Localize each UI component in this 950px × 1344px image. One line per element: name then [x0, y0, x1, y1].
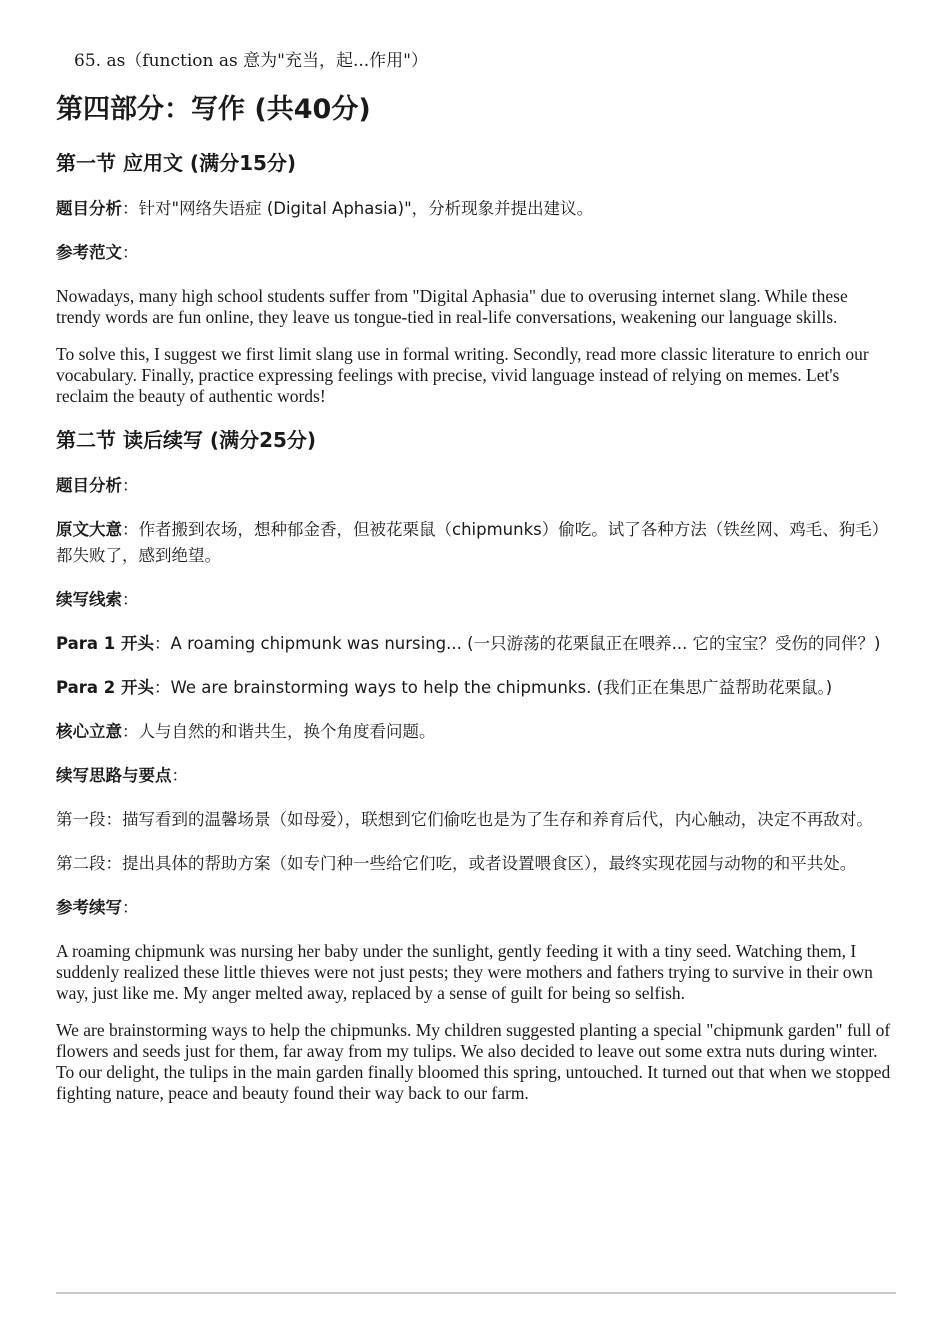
para1-text: ：A roaming chipmunk was nursing... (一只游荡的花栗鼠正在喂养... 它的宝宝？受伤的同伴？)	[154, 634, 881, 653]
analysis-colon: ：	[122, 476, 139, 495]
gist-label: 原文大意	[56, 520, 122, 539]
sample-paragraph-1: Nowadays, many high school students suffer from "Digital Aphasia" due to overusing internet slang. While these trendy words are fun online, they leave us tongue-tied in real-life conversations, weakening our language skills.	[56, 286, 848, 327]
document-page	[56, 48, 896, 1104]
reference-paragraph-1: A roaming chipmunk was nursing her baby under the sunlight, gently feeding it with a tiny seed. Watching them, I suddenly realized these little thieves were not just pests; they were mothers and fathers trying to survive in their own way, just like me. My anger melted away, replaced by a sense of guilt for being so selfish.	[56, 941, 873, 1003]
reference-colon: ：	[122, 898, 139, 917]
core-theme	[56, 719, 896, 745]
para1-label: Para 1 开头	[56, 634, 155, 653]
section2-title: 第二节 读后续写 (满分25分)	[56, 428, 317, 452]
analysis-label: 题目分析	[56, 199, 122, 218]
original-gist	[56, 517, 896, 569]
para1-opening	[56, 631, 896, 657]
clues-colon: ：	[122, 590, 139, 609]
sample-label: 参考范文	[56, 243, 122, 262]
reference-heading	[56, 895, 896, 921]
section1-analysis	[56, 196, 896, 222]
answer-65: 65. as（function as 意为"充当，起...作用"）	[74, 51, 428, 71]
analysis-text: ：针对"网络失语症 (Digital Aphasia)"，分析现象并提出建议。	[122, 199, 594, 218]
para2-opening	[56, 675, 896, 701]
section1-sample-heading	[56, 240, 896, 266]
idea-paragraph-1: 第一段：描写看到的温馨场景（如母爱），联想到它们偷吃也是为了生存和养育后代，内心触动，决定不再敌对。	[56, 810, 873, 829]
part4-title: 第四部分：写作 (共40分)	[56, 94, 371, 125]
sample-colon: ：	[122, 243, 139, 262]
ideas-colon: ：	[171, 766, 188, 785]
para2-label: Para 2 开头	[56, 678, 155, 697]
reference-paragraph-2: We are brainstorming ways to help the chipmunks. My children suggested planting a special "chipmunk garden" full of flowers and seeds just for them, far away from my tulips. We also decided to leave out some extra nuts during winter. To our delight, the tulips in the main garden finally bloomed this spring, untouched. It turned out that when we stopped fighting nature, peace and beauty found their way back to our farm.	[56, 1020, 891, 1103]
reference-label: 参考续写	[56, 898, 122, 917]
continuation-clues-heading	[56, 587, 896, 613]
sample-paragraph-2: To solve this, I suggest we first limit slang use in formal writing. Secondly, read more classic literature to enrich our vocabulary. Finally, practice expressing feelings with precise, vivid language instead of relying on memes. Let's reclaim the beauty of authentic words!	[56, 344, 869, 406]
bottom-divider	[56, 1292, 896, 1294]
section1-title: 第一节 应用文 (满分15分)	[56, 151, 297, 175]
clues-label: 续写线索	[56, 590, 122, 609]
theme-label: 核心立意	[56, 722, 122, 741]
analysis-label: 题目分析	[56, 476, 122, 495]
gist-text: ：作者搬到农场，想种郁金香，但被花栗鼠（chipmunks）偷吃。试了各种方法（铁丝网、鸡毛、狗毛）都失败了，感到绝望。	[56, 520, 889, 565]
section2-analysis-heading	[56, 473, 896, 499]
idea-paragraph-2: 第二段：提出具体的帮助方案（如专门种一些给它们吃，或者设置喂食区），最终实现花园与动物的和平共处。	[56, 854, 857, 873]
theme-text: ：人与自然的和谐共生，换个角度看问题。	[122, 722, 436, 741]
ideas-label: 续写思路与要点	[56, 766, 172, 785]
writing-ideas-heading	[56, 763, 896, 789]
para2-text: ：We are brainstorming ways to help the chipmunks. (我们正在集思广益帮助花栗鼠。)	[154, 678, 833, 697]
